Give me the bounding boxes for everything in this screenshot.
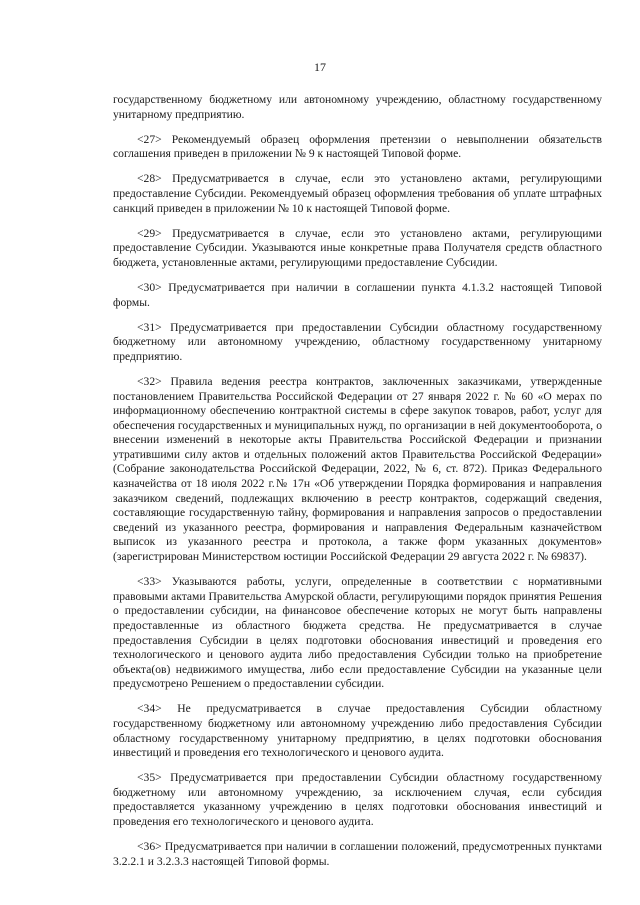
footnote-31: <31> Предусматривается при предоставлении Субсидии областному государственному бюджетному или автономному учреждению, областному государственному унитарному предприятию. bbox=[113, 320, 602, 363]
paragraph-continuation: государственному бюджетному или автономному учреждению, областному государственному унитарному предприятию. bbox=[113, 93, 602, 121]
page-number: 17 bbox=[314, 60, 326, 74]
footnote-34: <34> Не предусматривается в случае предоставления Субсидии областному государственному бюджетному или автономному учреждению либо предоставления Субсидии областному государственному унитарному предприятию, в целях подготовки обоснования инвестиций и проведения его технологического и ценового аудита. bbox=[113, 702, 602, 760]
footnote-33: <33> Указываются работы, услуги, определенные в соответствии с нормативными правовыми актами Правительства Амурской области, регулирующими порядок принятия Решения о предоставлении субсидии, на финансовое обеспечение которых не могут быть направлены предоставленные из областного бюджета средства. Не предусматривается в случае предоставления Субсидии в целях подготовки обоснования инвестиций и проведения его технологического и ценового аудита либо предоставления Субсидии только на приобретение объекта(ов) недвижимого имущества, либо если предоставление Субсидии на указанные цели предусмотрено Решением о предоставлении субсидии. bbox=[113, 575, 602, 691]
page-body bbox=[113, 93, 602, 880]
footnote-27: <27> Рекомендуемый образец оформления претензии о невыполнении обязательств соглашения приведен в приложении № 9 к настоящей Типовой форме. bbox=[113, 132, 602, 161]
footnote-30: <30> Предусматривается при наличии в соглашении пункта 4.1.3.2 настоящей Типовой формы. bbox=[113, 280, 602, 309]
footnote-29: <29> Предусматривается в случае, если это установлено актами, регулирующими предоставление Субсидии. Указываются иные конкретные права Получателя средств областного бюджета, установленные актами, регулирующими предоставление Субсидии. bbox=[113, 226, 602, 269]
footnote-36: <36> Предусматривается при наличии в соглашении положений, предусмотренных пунктами 3.2.2.1 и 3.2.3.3 настоящей Типовой формы. bbox=[113, 840, 602, 868]
footnote-32: <32> Правила ведения реестра контрактов, заключенных заказчиками, утвержденные постановлением Правительства Российской Федерации от 27 января 2022 г. № 60 «О мерах по информационному обеспечению контрактной системы в сфере закупок товаров, работ, услуг для обеспечения государственных и муниципальных нужд, по организации в ней документооборота, о внесении изменений в некоторые акты Правительства Российской Федерации и признании утратившими силу актов и отдельных положений актов Правительства Российской Федерации» (Собрание законодательства Российской Федерации, 2022, № 6, ст. 872). Приказ Федерального казначейства от 18 июля 2022 г.№ 17н «Об утверждении Порядка формирования и направления заказчиком сведений, подлежащих включению в реестр контрактов, содержащий сведения, составляющие государственную тайну, формирования и направления запросов о предоставлении сведений из указанного реестра, формирования и направления Федеральным казначейством выписок из указанного реестра и протокола, а также форм указанных документов» (зарегистрирован Министерством юстиции Российской Федерации 29 августа 2022 г. № 69837). bbox=[113, 374, 602, 564]
footnote-28: <28> Предусматривается в случае, если это установлено актами, регулирующими предоставление Субсидии. Рекомендуемый образец оформления требования об уплате штрафных санкций приведен в приложении № 10 к настоящей Типовой форме. bbox=[113, 172, 602, 215]
footnote-35: <35> Предусматривается при предоставлении Субсидии областному государственному бюджетному или автономному учреждению, за исключением случая, если субсидия предоставляется указанному учреждению в целях подготовки обоснования инвестиций и проведения его технологического и ценового аудита. bbox=[113, 771, 602, 829]
